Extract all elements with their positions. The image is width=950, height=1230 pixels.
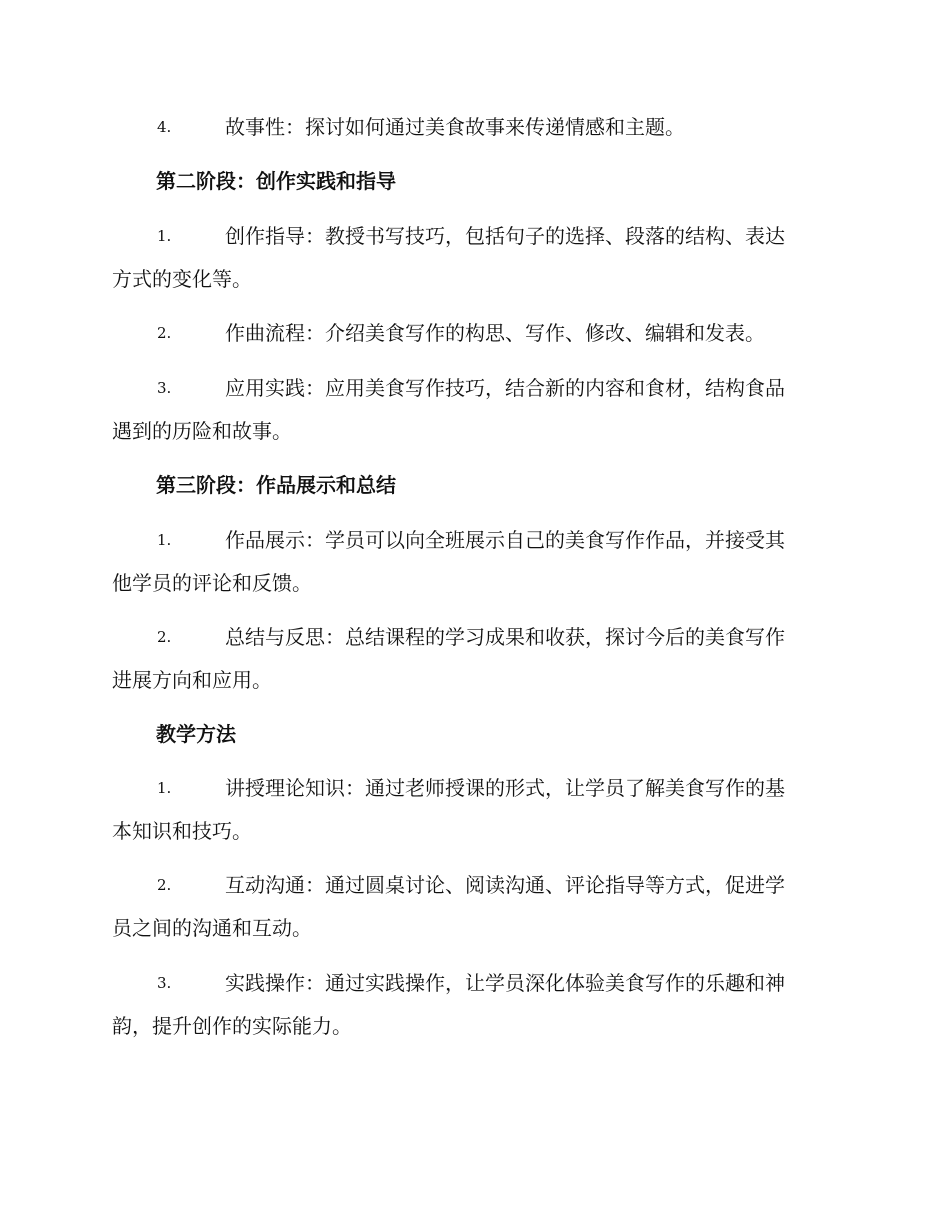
list-item-applied-practice bbox=[112, 367, 834, 453]
list-item-text: 创作指导：教授书写技巧，包括句子的选择、段落的结构、表达 bbox=[225, 224, 785, 248]
list-item-work-showcase bbox=[112, 519, 834, 605]
list-item-text: 总结与反思：总结课程的学习成果和收获，探讨今后的美食写作 bbox=[225, 625, 785, 649]
section-heading-stage-three: 第三阶段：作品展示和总结 bbox=[156, 473, 396, 497]
list-number: 3. bbox=[157, 974, 172, 992]
list-item-text-continued: 本知识和技巧。 bbox=[112, 819, 252, 843]
list-item-text: 应用实践：应用美食写作技巧，结合新的内容和食材，结构食品 bbox=[225, 376, 785, 400]
list-item-summary-reflection bbox=[112, 616, 834, 702]
list-number: 1. bbox=[157, 227, 172, 245]
list-item-text-continued: 韵，提升创作的实际能力。 bbox=[112, 1014, 352, 1038]
list-number: 1. bbox=[157, 531, 172, 549]
list-item-text: 作曲流程：介绍美食写作的构思、写作、修改、编辑和发表。 bbox=[225, 321, 765, 345]
list-item-text: 互动沟通：通过圆桌讨论、阅读沟通、评论指导等方式，促进学 bbox=[225, 873, 785, 897]
list-number: 2. bbox=[157, 876, 172, 894]
list-item-text-continued: 遇到的历险和故事。 bbox=[112, 419, 292, 443]
list-number: 2. bbox=[157, 628, 172, 646]
list-number: 2. bbox=[157, 324, 172, 342]
list-item-hands-on-practice bbox=[112, 962, 834, 1048]
list-item-text: 作品展示：学员可以向全班展示自己的美食写作作品，并接受其 bbox=[225, 528, 785, 552]
list-item-text-continued: 员之间的沟通和互动。 bbox=[112, 916, 312, 940]
section-heading-stage-two: 第二阶段：创作实践和指导 bbox=[156, 169, 396, 193]
list-item-text: 讲授理论知识：通过老师授课的形式，让学员了解美食写作的基 bbox=[225, 776, 785, 800]
list-number: 1. bbox=[157, 779, 172, 797]
list-item-text-continued: 进展方向和应用。 bbox=[112, 668, 272, 692]
list-item-text: 故事性：探讨如何通过美食故事来传递情感和主题。 bbox=[225, 115, 685, 139]
section-heading-teaching-methods: 教学方法 bbox=[156, 722, 236, 746]
list-item-text-continued: 方式的变化等。 bbox=[112, 267, 252, 291]
list-number: 4. bbox=[157, 118, 172, 136]
list-item-text-continued: 他学员的评论和反馈。 bbox=[112, 571, 312, 595]
list-item-text: 实践操作：通过实践操作，让学员深化体验美食写作的乐趣和神 bbox=[225, 971, 785, 995]
list-item-story bbox=[112, 106, 834, 149]
list-item-theory-lecture bbox=[112, 767, 834, 853]
list-item-writing-guidance bbox=[112, 215, 834, 301]
list-number: 3. bbox=[157, 379, 172, 397]
list-item-interactive-communication bbox=[112, 864, 834, 950]
list-item-writing-process bbox=[112, 312, 834, 355]
